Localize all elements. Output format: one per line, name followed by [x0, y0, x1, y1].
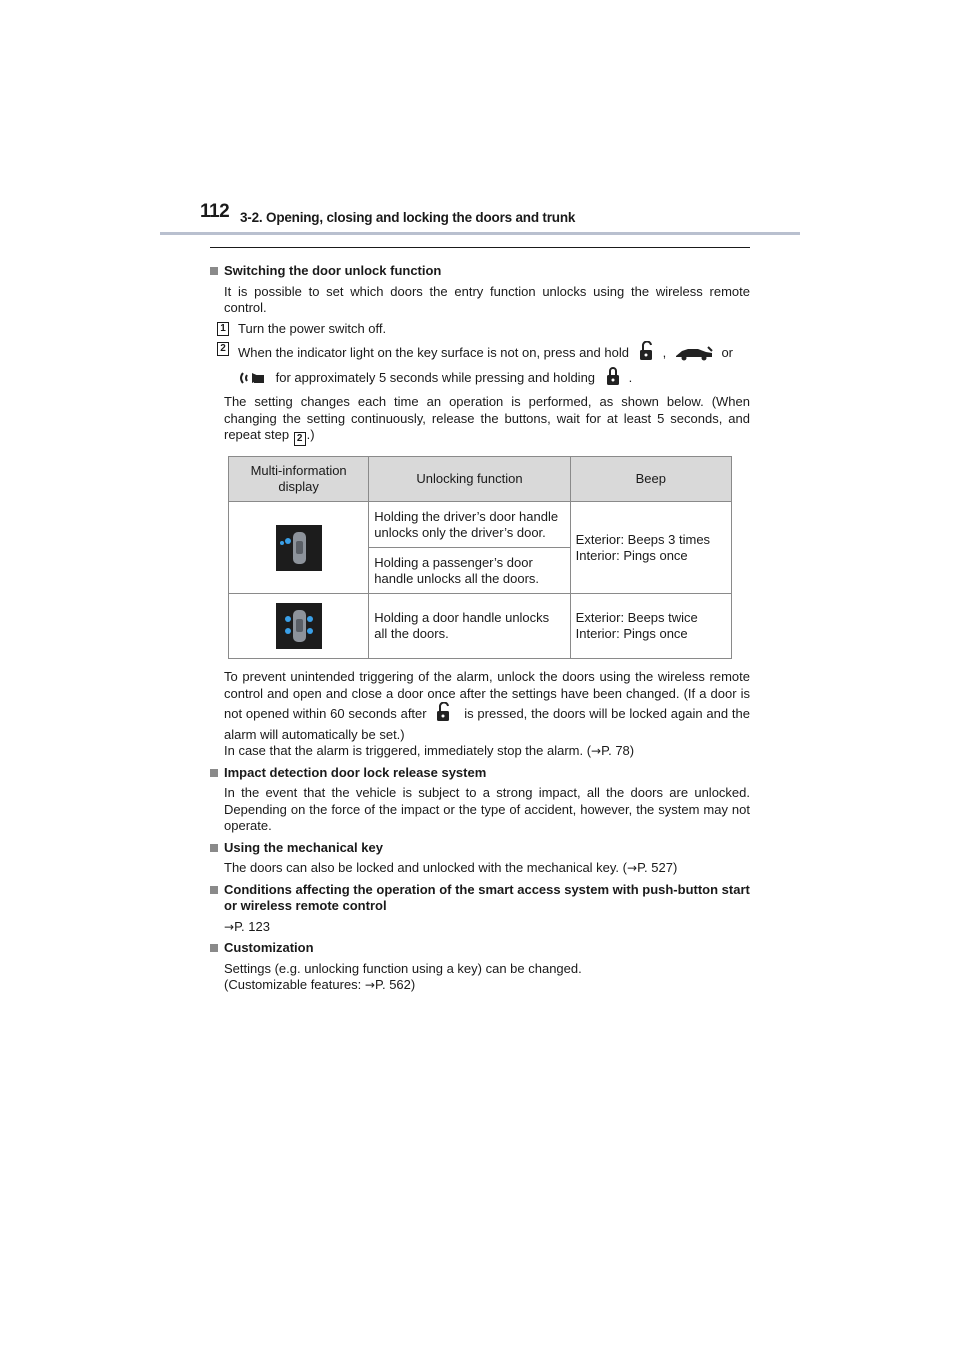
bullet-square-icon	[210, 944, 218, 952]
step-reference-2: 2	[294, 432, 306, 446]
mechanical-key-body: The doors can also be locked and unlocked with the mechanical key. (→P. 527)	[224, 860, 678, 875]
section-title-customization: Customization	[210, 940, 750, 957]
bullet-square-icon	[210, 769, 218, 777]
header-unlocking-function: Unlocking function	[369, 457, 570, 502]
beep-row1: Exterior: Beeps 3 times Interior: Pings once	[570, 502, 731, 594]
beep-row2: Exterior: Beeps twice Interior: Pings once	[570, 594, 731, 659]
function-driver-door: Holding the driver’s door handle unlocks only the driver’s door.	[369, 502, 570, 548]
section-title-unlock-function: Switching the door unlock function	[210, 263, 750, 280]
table-header-row	[229, 457, 732, 502]
page-reference-link[interactable]: P. 527	[637, 860, 673, 875]
function-all-doors: Holding a door handle unlocks all the doors.	[369, 594, 570, 659]
page-reference-link[interactable]: P. 562	[374, 977, 411, 992]
unlock-settings-table	[228, 456, 732, 659]
page-reference-link[interactable]: P. 123	[234, 918, 270, 934]
panic-button-icon	[238, 370, 268, 391]
setting-change-note: The setting changes each time an operation is performed, as shown below. (When changing the setting continuously, release the buttons, wait for at least 5 seconds, and repeat step 2 .)	[224, 394, 750, 444]
section-title-mechanical-key: Using the mechanical key	[210, 840, 750, 857]
display-all-doors-image	[229, 594, 369, 659]
table-row	[229, 502, 732, 548]
chapter-title: 3-2. Opening, closing and locking the doors and trunk	[240, 210, 576, 225]
function-passenger-door: Holding a passenger’s door handle unlocks all the doors.	[369, 548, 570, 594]
bullet-square-icon	[210, 886, 218, 894]
step-1: 1 Turn the power switch off.	[224, 321, 750, 338]
header-rule	[160, 232, 800, 235]
operating-conditions-ref: →P. 123	[224, 918, 270, 934]
lock-button-icon	[603, 366, 625, 391]
impact-detection-body: In the event that the vehicle is subject to a strong impact, all the doors are unlocked. Depending on the force of the impact or the type of accident, however, the system may not operate.	[224, 785, 750, 833]
page-content	[210, 258, 750, 994]
header-multi-information-display: Multi-information display	[229, 457, 369, 502]
bullet-square-icon	[210, 267, 218, 275]
display-driver-door-image	[229, 502, 369, 594]
header-beep: Beep	[570, 457, 731, 502]
step-2: 2 When the indicator light on the key surface is not on, press and hold , or for approximately 5 seconds while pressing and holding .	[224, 341, 750, 390]
section-title-impact-detection: Impact detection door lock release system	[210, 765, 750, 782]
customization-body: Settings (e.g. unlocking function using a key) can be changed. (Customizable features: →P. 562)	[224, 960, 582, 992]
unlock-button-icon	[434, 702, 456, 727]
alarm-note: To prevent unintended triggering of the alarm, unlock the doors using the wireless remote control and open and close a door once after the settings have been changed. (If a door is not opened within 60 seconds after is pressed, the doors will be locked again and the alarm will automatically be set.) In case that the alarm is triggered, immediately stop the alarm. (→P. 78)	[224, 669, 750, 758]
all-doors-display-icon	[276, 603, 322, 649]
step-number-2: 2	[217, 342, 229, 356]
trunk-button-icon	[674, 345, 714, 366]
section-divider	[210, 247, 750, 248]
unlock-function-intro: It is possible to set which doors the entry function unlocks using the wireless remote control.	[224, 283, 750, 315]
table-row	[229, 594, 732, 659]
section-title-operating-conditions: Conditions affecting the operation of the smart access system with push-button start or wireless remote control	[210, 882, 750, 915]
step-number-1: 1	[217, 322, 229, 336]
driver-door-display-icon	[276, 525, 322, 571]
bullet-square-icon	[210, 844, 218, 852]
unlock-button-icon	[637, 341, 659, 366]
page-reference-link[interactable]: P. 78	[601, 743, 630, 758]
page-number: 112	[200, 201, 230, 222]
